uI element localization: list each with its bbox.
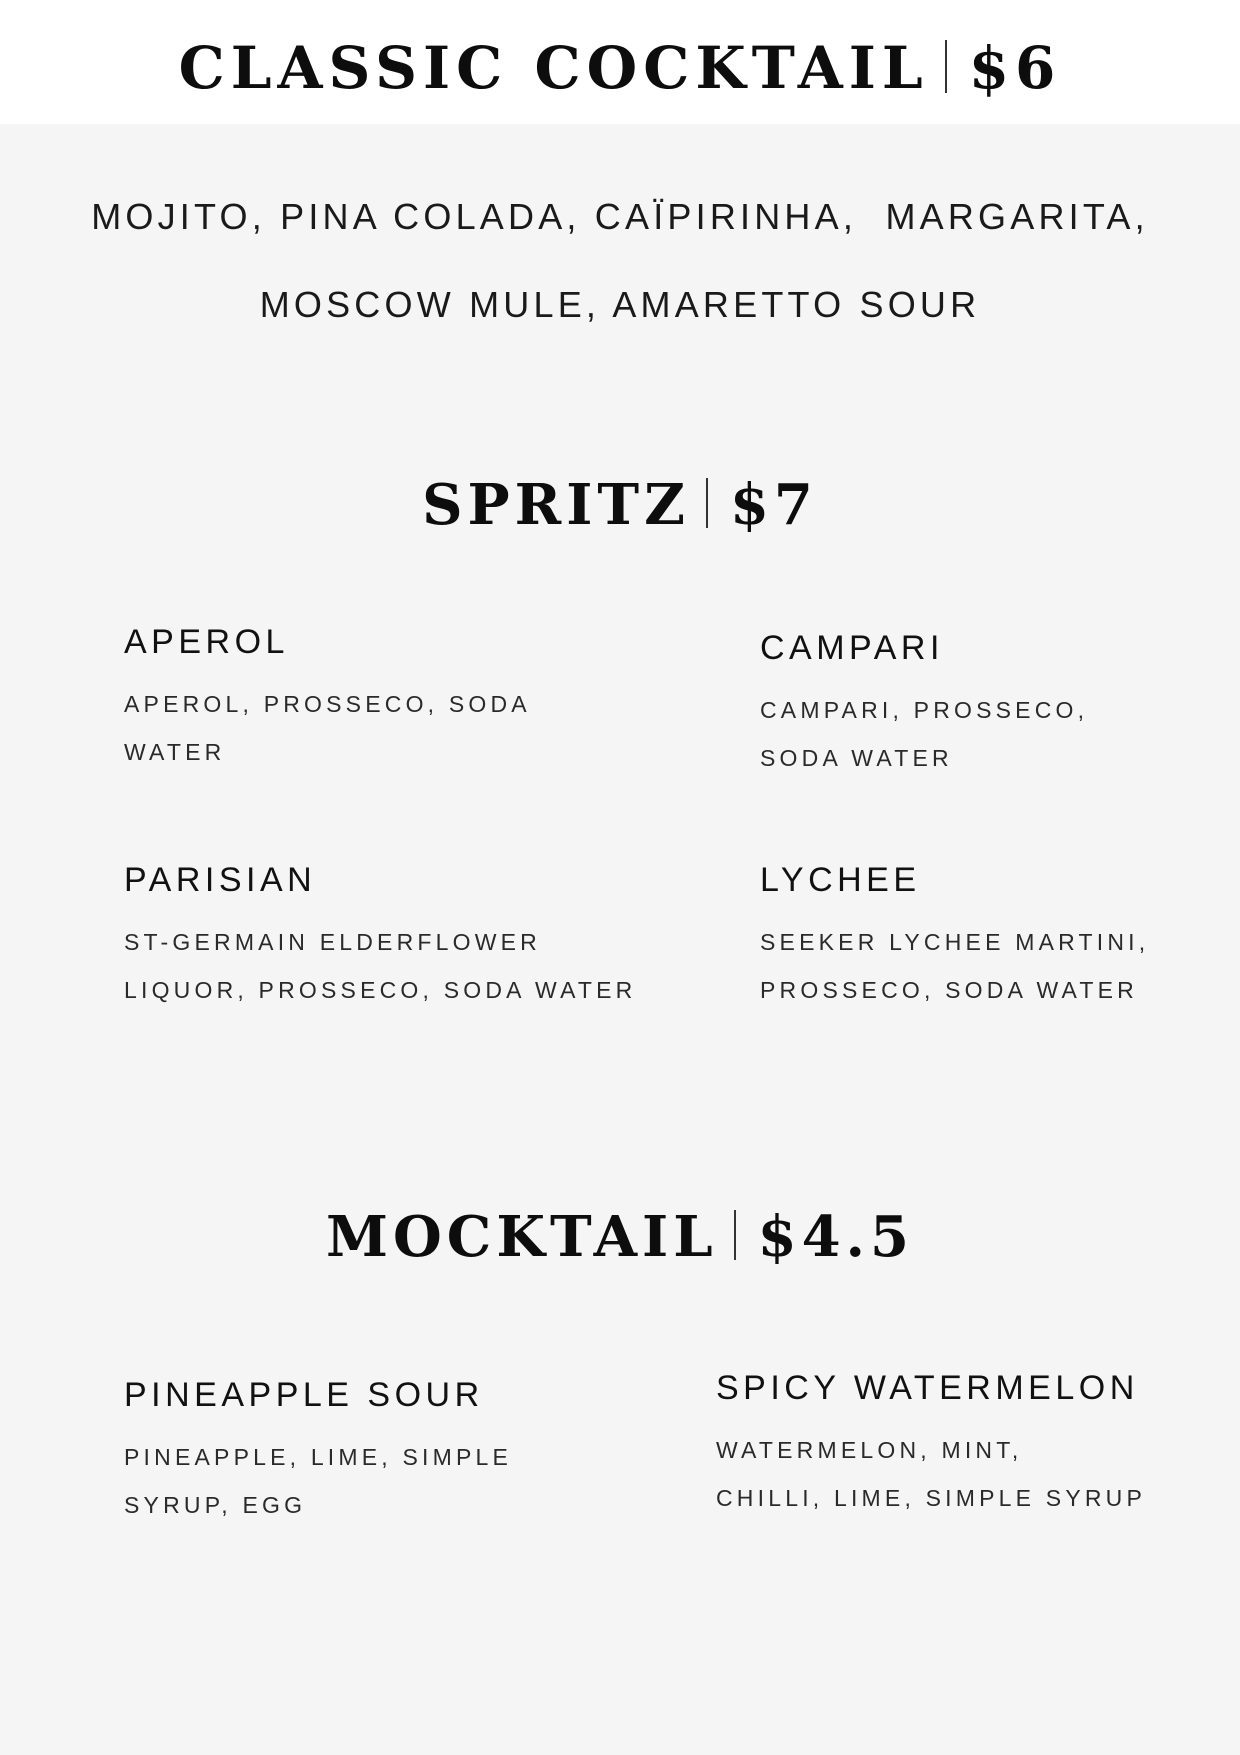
menu-item-description	[716, 1426, 1146, 1522]
menu-item-description	[760, 686, 1088, 782]
description-line: ST-GERMAIN ELDERFLOWER	[124, 929, 541, 955]
description-line: APEROL, PROSSECO, SODA	[124, 691, 531, 717]
spritz-title: SPRITZ	[422, 472, 690, 538]
menu-item-name: PARISIAN	[124, 861, 317, 899]
menu-item-description	[124, 918, 637, 1014]
menu-item-name: PINEAPPLE SOUR	[124, 1376, 484, 1414]
description-line: CAMPARI, PROSSECO,	[760, 697, 1089, 723]
description-line: PROSSECO, SODA WATER	[760, 977, 1138, 1003]
menu-item-pineapple-sour	[124, 1375, 512, 1529]
price-divider	[734, 1210, 736, 1260]
description-line: SODA WATER	[760, 745, 953, 771]
description-line: SYRUP, EGG	[124, 1492, 307, 1518]
description-line: WATER	[124, 739, 226, 765]
price-divider	[945, 40, 947, 92]
menu-item-description	[760, 918, 1149, 1014]
description-line: SEEKER LYCHEE MARTINI,	[760, 929, 1150, 955]
spritz-heading	[0, 472, 1240, 538]
mocktail-heading	[0, 1204, 1240, 1270]
menu-item-parisian	[124, 860, 637, 1014]
menu-item-campari	[760, 628, 1088, 782]
classic-cocktail-price: $6	[968, 34, 1062, 102]
mocktail-price: $4.5	[757, 1204, 915, 1270]
description-line: PINEAPPLE, LIME, SIMPLE	[124, 1444, 513, 1470]
description-line: LIQUOR, PROSSECO, SODA WATER	[124, 977, 637, 1003]
menu-item-name: SPICY WATERMELON	[716, 1369, 1139, 1407]
menu-item-aperol	[124, 622, 531, 776]
menu-item-name: LYCHEE	[760, 861, 921, 899]
menu-item-spicy-watermelon	[716, 1368, 1146, 1522]
description-line: WATERMELON, MINT,	[716, 1437, 1023, 1463]
menu-item-description	[124, 1433, 512, 1529]
description-line: CHILLI, LIME, SIMPLE SYRUP	[716, 1485, 1147, 1511]
classic-cocktail-list-line-1: MOJITO, PINA COLADA, CAÏPIRINHA, MARGARITA,	[91, 196, 1149, 237]
price-divider	[706, 478, 708, 528]
menu-item-name: APEROL	[124, 623, 289, 661]
menu-item-name: CAMPARI	[760, 629, 944, 667]
classic-cocktail-list-line-2: MOSCOW MULE, AMARETTO SOUR	[259, 284, 981, 325]
menu-item-description	[124, 680, 531, 776]
menu-item-lychee	[760, 860, 1149, 1014]
classic-cocktail-title: CLASSIC COCKTAIL	[178, 34, 929, 102]
spritz-price: $7	[729, 472, 818, 538]
mocktail-title: MOCKTAIL	[325, 1204, 718, 1270]
classic-cocktail-heading	[0, 34, 1240, 102]
